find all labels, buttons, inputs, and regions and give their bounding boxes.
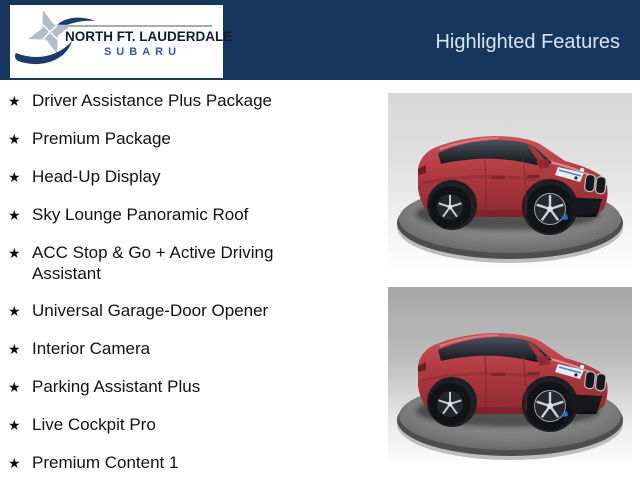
feature-item-label: Head-Up Display xyxy=(32,167,161,186)
vehicle-photo-top xyxy=(388,93,632,268)
star-bullet-icon: ★ xyxy=(8,417,21,433)
features-list xyxy=(8,90,368,490)
feature-item xyxy=(8,128,368,150)
star-bullet-icon: ★ xyxy=(8,169,21,185)
feature-item-label: Driver Assistance Plus Package xyxy=(32,91,272,110)
star-bullet-icon: ★ xyxy=(8,341,21,357)
feature-item xyxy=(8,452,368,474)
feature-item-label: Parking Assistant Plus xyxy=(32,377,201,396)
feature-item xyxy=(8,376,368,398)
feature-item-label: Universal Garage-Door Opener xyxy=(32,301,269,320)
vehicle-photo-bottom xyxy=(388,287,632,460)
star-bullet-icon: ★ xyxy=(8,303,21,319)
feature-item xyxy=(8,414,368,436)
feature-item xyxy=(8,90,368,112)
feature-item xyxy=(8,338,368,360)
page-title: Highlighted Features xyxy=(435,31,620,53)
star-bullet-icon: ★ xyxy=(8,207,21,223)
feature-item-label: Interior Camera xyxy=(32,339,151,358)
star-bullet-icon: ★ xyxy=(8,455,21,471)
feature-item-label: ACC Stop & Go + Active Driving Assistant xyxy=(32,243,274,283)
header-banner xyxy=(0,0,640,80)
feature-item-label: Premium Content 1 xyxy=(32,453,179,472)
feature-item-label: Premium Package xyxy=(32,129,171,148)
dealer-logo xyxy=(10,5,233,78)
star-bullet-icon: ★ xyxy=(8,93,21,109)
feature-item xyxy=(8,242,368,284)
dealer-name: NORTH FT. LAUDERDALE xyxy=(65,29,233,44)
star-bullet-icon: ★ xyxy=(8,245,21,261)
feature-item xyxy=(8,204,368,226)
star-bullet-icon: ★ xyxy=(8,131,21,147)
feature-item-label: Sky Lounge Panoramic Roof xyxy=(32,205,249,224)
dealer-brand: SUBARU xyxy=(103,46,182,58)
feature-item xyxy=(8,300,368,322)
car-on-turntable-illustration xyxy=(388,290,632,460)
car-on-turntable-illustration xyxy=(388,93,632,268)
feature-item-label: Live Cockpit Pro xyxy=(32,415,156,434)
star-bullet-icon: ★ xyxy=(8,379,21,395)
feature-item xyxy=(8,166,368,188)
